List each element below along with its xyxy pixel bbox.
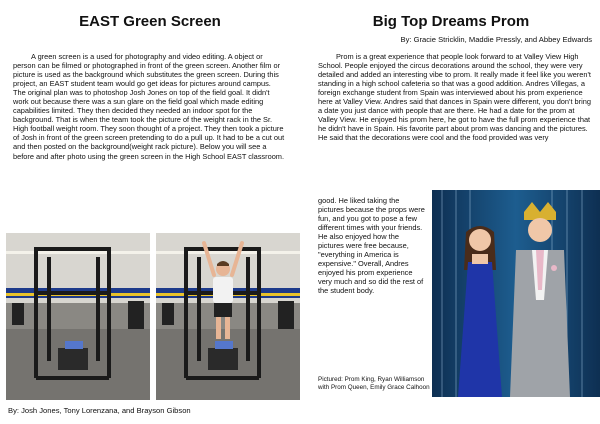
prom-couple-image — [432, 190, 600, 397]
weight-rack-after-photo — [156, 233, 300, 400]
prom-photo-caption: Pictured: Prom King, Ryan Williamson with Prom Queen, Emily Grace Calhoon — [318, 376, 430, 391]
green-screen-body: A green screen is a used for photography and video editing. A object or person can be filmed or photographed in front of the green screen. Another film or picture is used as the background which substitutes the green screen. During this project, an EAST student team would go get ideas for pictures around campus. The original plan was to photoshop Josh Jones on top of the field goal. It didn't work out because there was a sun glare on the field goal which made editing capabilities limited. They then decided they needed an indoor spot for the background. That is when the team took the picture of the weight rack in the Sr. High football weight room. They soon thought of a project. They then took a picture of Josh in front of the green screen pretending to do a pull up. It had to be a cut out and then posted on the background(weight rack picture). Below you will see a before and after photo using the green screen in the High School EAST classroom. — [13, 52, 285, 161]
weight-room-image — [6, 233, 150, 400]
prom-body-para2: good. He liked taking the pictures because the props were fun, and you got to pose a few different times with your friends. He also enjoyed how the pictures were free because, "everything in America is expensive." Overall, Andres enjoyed his prom experience very much and so did the rest of the student body. — [318, 196, 425, 296]
prom-title: Big Top Dreams Prom — [372, 13, 530, 30]
prom-king-queen-photo — [432, 190, 600, 397]
pullup-composite-image — [156, 233, 300, 400]
prom-body-para1: Prom is a great experience that people look forward to at Valley View High School. People enjoyed the circus decorations around the school, they were very detailed and added an interesting vibe to prom. It really made it feel like you weren't standing in a high school cafeteria so that was a good addition. Andres Villegas, a foreign exchange student from Spain was interviewed about his prom experience here at Valley View. Andres said that dances in Spain were different, you don't bring a date you just dance with people that are there. He had a date for the prom at Valley View. He enjoyed his prom here, he got to have the full prom experience that he didn't have in Spain. His favorite part about prom was dancing and the pictures. He said that the decorations were cool and the food provided was very — [318, 52, 591, 143]
weight-rack-before-photo — [6, 233, 150, 400]
prom-byline: By: Gracie Stricklin, Maddie Pressly, and Abbey Edwards — [400, 35, 592, 44]
green-screen-title: EAST Green Screen — [79, 13, 221, 30]
green-screen-byline: By: Josh Jones, Tony Lorenzana, and Brayson Gibson — [8, 406, 191, 415]
prom-article — [302, 0, 600, 424]
